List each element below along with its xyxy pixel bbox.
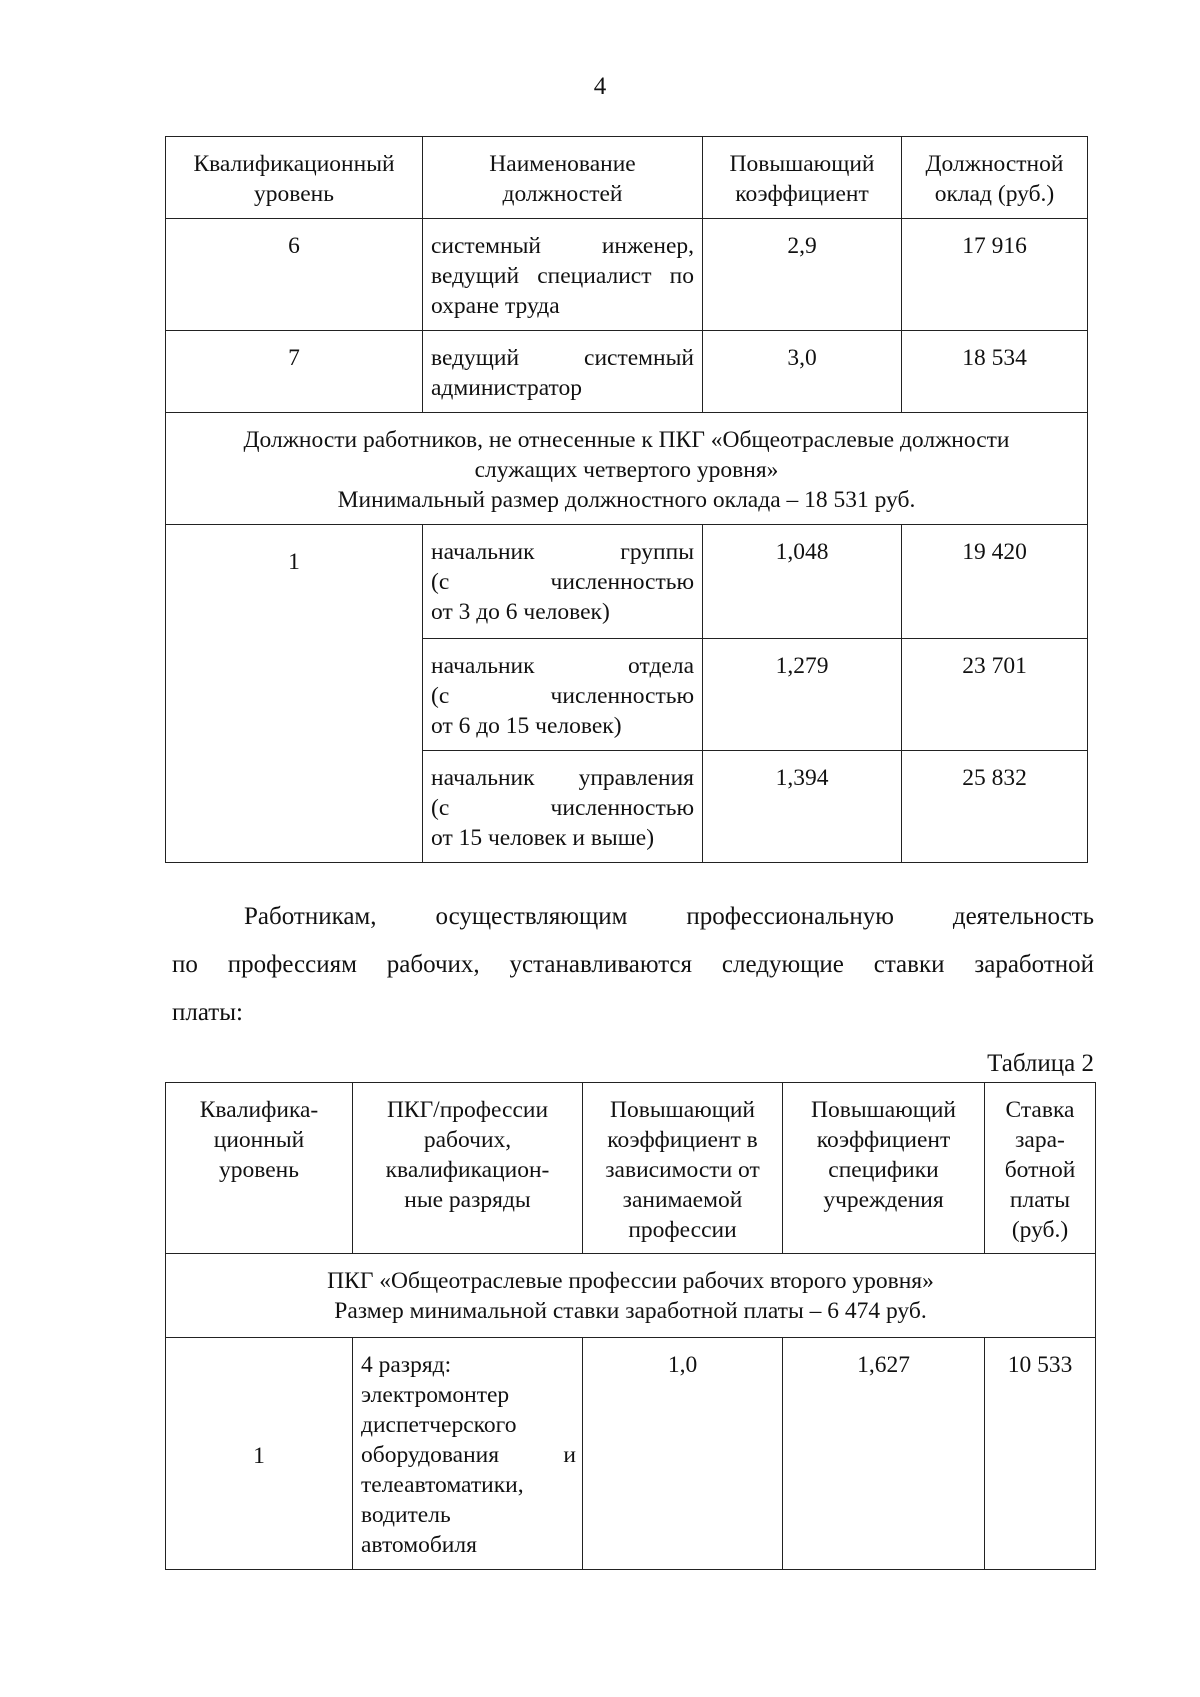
wage-rates-table-workers	[165, 1082, 1096, 1570]
coefficient-cell: 3,0	[703, 331, 902, 413]
level-cell: 7	[166, 331, 423, 413]
table-caption: Таблица 2	[987, 1050, 1094, 1077]
position-cell: ведущий системный администратор	[423, 331, 703, 413]
body-paragraph-line: Работникам, осуществляющим профессиональную деятельность	[244, 903, 1094, 930]
table-row	[166, 1338, 1096, 1570]
salary-cell: 18 534	[902, 331, 1088, 413]
position-cell: начальник группы (с численностью от 3 до 6 человек)	[423, 525, 703, 639]
wage-rate-cell: 10 533	[985, 1338, 1096, 1570]
position-cell: начальник управления (с численностью от 15 человек и выше)	[423, 751, 703, 863]
header-qualification-level: Квалификационный уровень	[166, 137, 423, 219]
salary-cell: 25 832	[902, 751, 1088, 863]
position-cell: системный инженер, ведущий специалист по охране труда	[423, 219, 703, 331]
group-header-row	[166, 1254, 1096, 1338]
coefficient-cell: 1,048	[703, 525, 902, 639]
profession-coefficient-cell: 1,0	[583, 1338, 783, 1570]
header-profession-coefficient: Повышающий коэффициент в зависимости от занимаемой профессии	[583, 1083, 783, 1254]
coefficient-cell: 2,9	[703, 219, 902, 331]
group-header-row	[166, 413, 1088, 525]
body-paragraph-line: по профессиям рабочих, устанавливаются следующие ставки заработной	[172, 951, 1094, 978]
institution-coefficient-cell: 1,627	[783, 1338, 985, 1570]
coefficient-cell: 1,394	[703, 751, 902, 863]
salary-table-officials	[165, 136, 1088, 863]
level-cell: 1	[166, 1338, 353, 1570]
header-pkg-professions: ПКГ/профессии рабочих, квалификацион- ные разряды	[353, 1083, 583, 1254]
salary-cell: 17 916	[902, 219, 1088, 331]
header-qualification-level: Квалифика- ционный уровень	[166, 1083, 353, 1254]
group-header-cell: Должности работников, не отнесенные к ПКГ «Общеотраслевые должности служащих четвертого уровня» Минимальный размер должностного оклада – 18 531 руб.	[166, 413, 1088, 525]
salary-cell: 19 420	[902, 525, 1088, 639]
position-cell: начальник отдела (с численностью от 6 до 15 человек)	[423, 639, 703, 751]
coefficient-cell: 1,279	[703, 639, 902, 751]
table-row	[166, 525, 1088, 639]
table-row	[166, 331, 1088, 413]
header-wage-rate: Ставка зара- ботной платы (руб.)	[985, 1083, 1096, 1254]
table-row	[166, 219, 1088, 331]
salary-cell: 23 701	[902, 639, 1088, 751]
header-salary: Должностной оклад (руб.)	[902, 137, 1088, 219]
header-institution-coefficient: Повышающий коэффициент специфики учреждения	[783, 1083, 985, 1254]
group-header-cell: ПКГ «Общеотраслевые профессии рабочих второго уровня» Размер минимальной ставки заработной платы – 6 474 руб.	[166, 1254, 1096, 1338]
header-coefficient: Повышающий коэффициент	[703, 137, 902, 219]
body-paragraph-line: платы:	[172, 999, 243, 1026]
profession-cell: 4 разряд: электромонтер диспетчерского оборудования и телеавтоматики, водитель автомобиля	[353, 1338, 583, 1570]
level-cell: 6	[166, 219, 423, 331]
table-header-row	[166, 1083, 1096, 1254]
page-number: 4	[593, 73, 607, 100]
header-position-name: Наименование должностей	[423, 137, 703, 219]
table-header-row	[166, 137, 1088, 219]
level-cell: 1	[166, 525, 423, 863]
